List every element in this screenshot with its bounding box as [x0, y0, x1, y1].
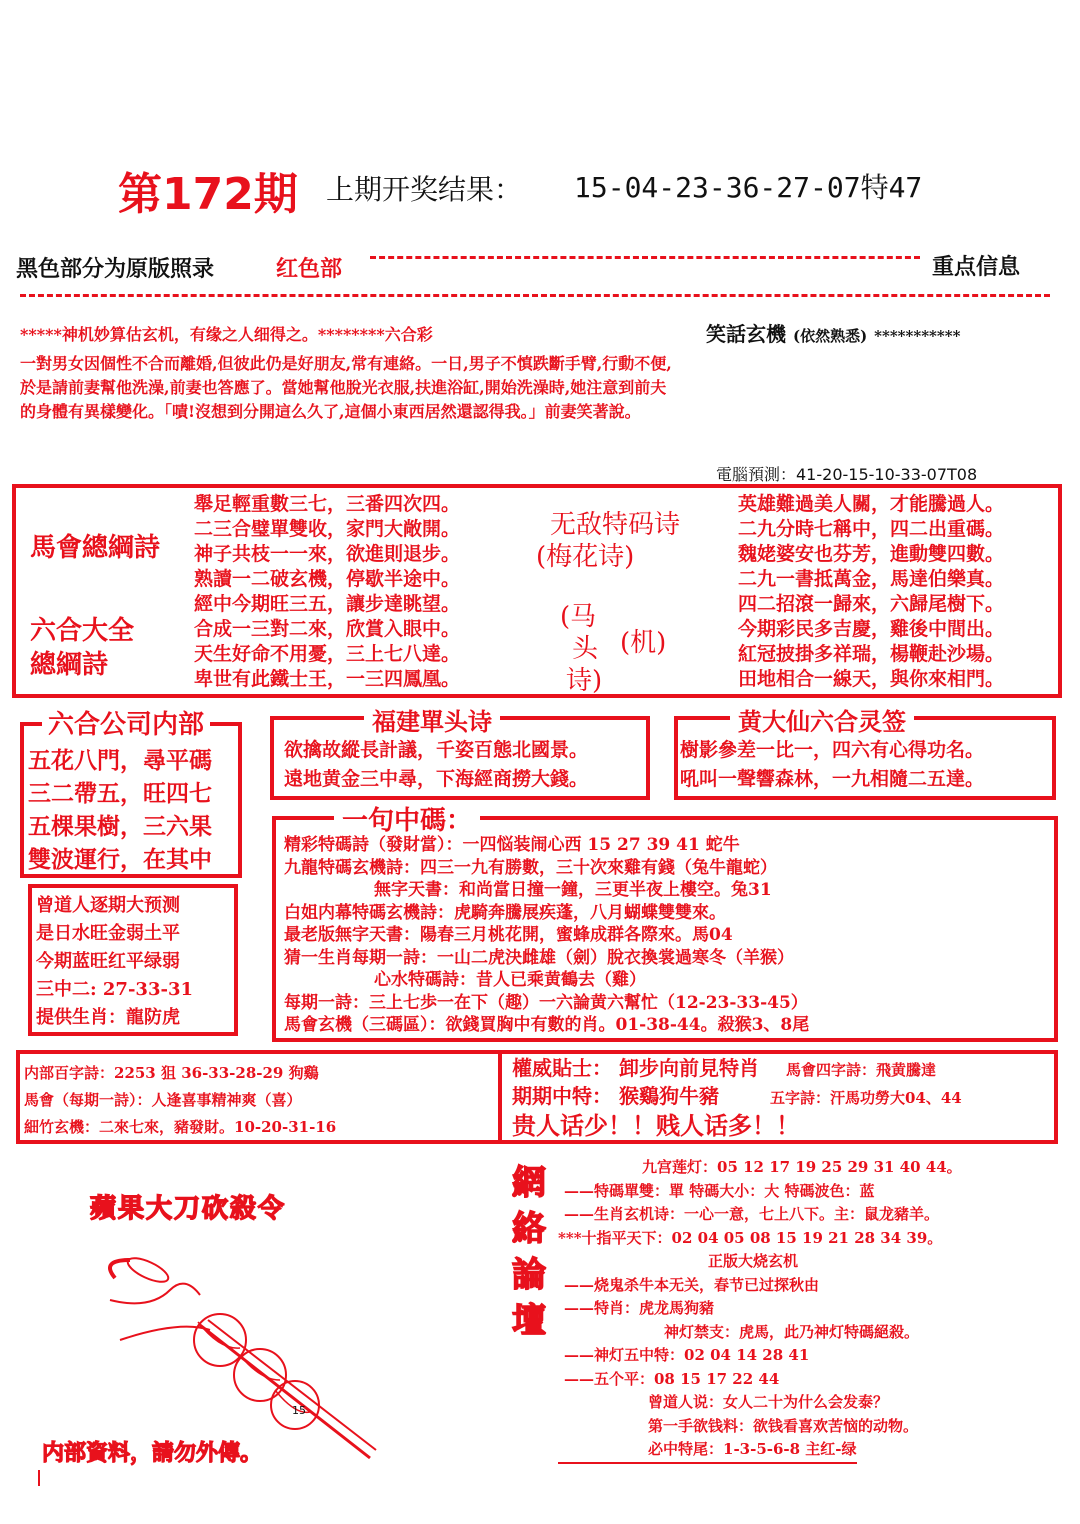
poem-line: 紅冠披掛多祥瑞，楊鞭赴沙場。: [738, 643, 1005, 665]
poem-title-gang: 總綱詩: [30, 650, 109, 680]
yiju-line: 每期一詩：三上七歩一在下（趣）一六論黄六幫忙（12-23-33-45）: [284, 992, 808, 1013]
fujian-lines: [284, 736, 588, 794]
forum-vertical: [512, 1160, 546, 1344]
huang-lines: [680, 736, 984, 794]
company-line: 三二帶五，旺四七: [28, 780, 212, 807]
forum-line: 第一手欲钱料：欲钱看喜欢苦恼的动物。: [648, 1416, 919, 1435]
joke-story: [20, 352, 1060, 424]
yiju-line: 猜一生肖每期一詩：一山二虎決雌雄（劍）脫衣換裳過寒冬（羊猴）: [284, 947, 794, 968]
forum-line: ——生肖玄机诗：一心一意，七上八下。主：鼠龙豬羊。: [564, 1205, 940, 1223]
note-red: 红色部: [276, 257, 343, 282]
poem-line: 卑世有此鐵士王，一三四鳳凰。: [194, 668, 461, 690]
fujian-title: 福建單头诗: [364, 702, 500, 737]
poem-line: 熟讀一二破玄機，停歇半途中。: [194, 568, 461, 590]
forum-line: ——烧鬼杀牛本无关，春节已过探秋由: [564, 1275, 820, 1294]
zengdao-lines: [36, 892, 193, 1032]
forum-line: 必中特尾：1-3-5-6-8 主红-绿: [558, 1438, 857, 1464]
matou-char: 诗): [566, 666, 603, 696]
yiju-line: 白姐内幕特碼玄機詩：虎騎奔騰展疾蓬，八月蝴蝶雙雙來。: [284, 902, 726, 923]
neibu-line: 内部百字詩：2253 狙 36-33-28-29 狗鷄: [24, 1064, 319, 1082]
forum-char: 論: [512, 1255, 546, 1295]
poem-line: 舉足輕重數三七，三番四次四。: [194, 493, 461, 515]
company-title: 六合公司内部: [42, 704, 210, 741]
forum-line: ——神灯五中特：02 04 14 28 41: [564, 1346, 810, 1364]
quanwei-row-1: [512, 1052, 936, 1081]
poem-title-horse: 馬會總綱詩: [30, 533, 161, 563]
poem-right-lines: [738, 492, 1004, 692]
prediction: 電腦預測：41-20-15-10-33-07T08: [716, 465, 978, 484]
note-black: 黑色部分为原版照录: [16, 257, 215, 282]
story-line: 一對男女因個性不合而離婚,但彼此仍是好朋友,常有連絡。一日,男子不慎跌斷手臂,行動不便,: [20, 354, 672, 373]
yiju-line: 心水特碼詩：昔人已乘黄鶴去（雞）: [374, 970, 646, 990]
poem-line: 二三合璧單雙收，家門大敞開。: [194, 518, 461, 540]
quanwei-row-2: [512, 1080, 962, 1109]
intro-line: *****神机妙算估玄机，有缘之人细得之。********六合彩: [20, 325, 433, 344]
bottom-divider: [498, 1050, 502, 1144]
apple-title: 蘋果大刀砍殺令: [90, 1194, 287, 1224]
neibu-lines: [24, 1060, 336, 1141]
result-value: 15-04-23-36-27-07特47: [574, 171, 923, 204]
qizhong-label: 期期中特：: [512, 1084, 612, 1108]
poem-line: 英雄難過美人關，才能騰過人。: [738, 493, 1005, 515]
poem-line: 四二招滾一歸來，六歸尾樹下。: [738, 593, 1005, 615]
zengdao-line: 提供生肖：龍防虎: [36, 1007, 180, 1028]
redaction-strip: [370, 256, 920, 275]
joke-title: [706, 318, 960, 347]
bottom-tick: [38, 1470, 40, 1486]
yiju-line: 精彩特碼詩（發財當）：一四悩装闹心西 15 27 39 41 蛇牛: [284, 835, 740, 855]
forum-char: 網: [512, 1163, 546, 1203]
yiju-line: 九龍特碼玄機詩：四三一九有勝數，三十次來雞有錢（兔牛龍蛇）: [284, 857, 777, 878]
huang-title: 黄大仙六合灵签: [730, 702, 914, 737]
matou-char: (马: [560, 602, 597, 632]
matou-char: 头: [572, 634, 599, 664]
page-number: 15: [292, 1404, 306, 1417]
joke-title-text: 笑話玄機: [706, 322, 786, 346]
yiju-line: 最老版無字天書：陽春三月桃花開，蜜蜂成群各際來。馬04: [284, 925, 733, 945]
qizhong-value: 猴鷄狗牛豬: [618, 1084, 719, 1108]
wudi-sub: (梅花诗): [536, 542, 635, 572]
huang-line: 樹影參差一比一，四六有心得功名。: [680, 739, 985, 761]
poem-title-liuhe: 六合大全: [30, 616, 135, 646]
company-line: 五花八門，尋平碼: [28, 747, 212, 774]
poem-left-lines: [194, 492, 460, 692]
forum-line: 九宫莲灯：05 12 17 19 25 29 31 40 44。: [642, 1158, 962, 1176]
company-line: 五棵果樹，三六果: [28, 813, 212, 840]
joke-stars: ***********: [874, 327, 961, 345]
issue-number: 第172期: [118, 169, 298, 220]
redaction-strip-2: [20, 294, 1050, 303]
quanwei-right: 馬會四字詩：飛黄騰達: [785, 1061, 936, 1079]
forum-line: 神灯禁支：虎馬，此乃神灯特碼絕殺。: [664, 1322, 920, 1341]
forum-line: 曾道人说：女人二十为什么会发泰？: [648, 1393, 889, 1411]
neibu-line: 馬會（每期一詩）：人逢喜事精神爽（喜）: [24, 1091, 302, 1109]
poem-line: 神子共枝一一來，欲進則退步。: [194, 543, 461, 565]
zengdao-line: 曾道人逐期大预测: [36, 895, 180, 916]
key-info: 重点信息: [932, 255, 1021, 280]
forum-line: ***十指平天下：02 04 05 08 15 19 21 28 34 39。: [558, 1228, 943, 1247]
poem-line: 天生好命不用憂，三上七八達。: [194, 643, 461, 665]
forum-line: ——特碼單雙：單 特碼大小：大 特碼波色：蓝: [564, 1181, 875, 1200]
poem-line: 合成一三對二來，欣賞入眼中。: [194, 618, 461, 640]
forum-line: 正版大烧玄机: [708, 1252, 799, 1270]
poem-line: 今期彩民多吉慶，雞後中間出。: [738, 618, 1005, 640]
company-lines: [28, 744, 212, 876]
yiju-line: 馬會玄機（三碼區）：欲錢買胸中有數的肖。01-38-44。殺猴3、8尾: [284, 1015, 810, 1035]
forum-lines: [558, 1156, 962, 1464]
story-line: 於是請前妻幫他洗澡,前妻也答應了。當她幫他脫光衣服,扶進浴缸,開始洗澡時,她注意到前夫: [20, 378, 667, 397]
yiju-lines: [284, 834, 809, 1037]
yiju-line: 無字天書：和尚當日撞一鐘，三更半夜上樓空。兔31: [374, 880, 772, 900]
sword-illustration: [90, 1230, 390, 1460]
slogan: 贵人话少！！贱人话多！！: [512, 1111, 800, 1140]
joke-sub: (依然熟悉): [792, 327, 868, 345]
poem-line: 魏姥婆安也芬芳，進動雙四數。: [738, 543, 1005, 565]
matou-char: (机): [620, 628, 667, 658]
huang-line: 吼叫一聲響森林，一九相隨二五達。: [680, 768, 985, 790]
wudi-title: 无敌特码诗: [550, 510, 681, 540]
poem-line: 二九一書抵萬金，馬達伯樂真。: [738, 568, 1005, 590]
yiju-title: 一句中碼：: [334, 800, 480, 837]
poem-line: 經中今期旺三五，讓步達眺望。: [194, 593, 461, 615]
quanwei-value: 卸步向前見特肖: [618, 1056, 759, 1080]
zengdao-line: 是日水旺金弱土平: [36, 923, 180, 944]
company-line: 雙波運行，在其中: [28, 846, 212, 873]
fujian-line: 欲擒故縱長計議，千姿百態北國景。: [284, 739, 589, 761]
fujian-line: 遠地黄金三中尋，下海經商撈大錢。: [284, 768, 589, 790]
poem-line: 田地相合一線天，與你來相門。: [738, 668, 1005, 690]
result-label: 上期开奖结果：: [326, 173, 523, 206]
qizhong-right: 五字詩：汗馬功勞大04、44: [769, 1089, 962, 1107]
story-line: 的身體有異樣變化。「嘖!沒想到分開這么久了,這個小東西居然還認得我。」前妻笑著說。: [20, 402, 641, 421]
apple-footer: 内部資料，請勿外傳。: [42, 1440, 263, 1466]
zengdao-line: 三中二: 27-33-31: [36, 979, 193, 1000]
quanwei-label: 權威貼士：: [512, 1056, 612, 1080]
zengdao-line: 今期蓝旺红平绿弱: [36, 951, 180, 972]
poem-line: 二九分時七稱中，四二出重碼。: [738, 518, 1005, 540]
forum-char: 壇: [512, 1301, 546, 1341]
forum-char: 絡: [512, 1209, 546, 1249]
neibu-line: 細竹玄機：二來七來，豬發財。10-20-31-16: [24, 1118, 337, 1136]
forum-line: ——特肖：虎龙馬狗豬: [564, 1299, 715, 1317]
forum-line: ——五个平：08 15 17 22 44: [564, 1369, 780, 1388]
